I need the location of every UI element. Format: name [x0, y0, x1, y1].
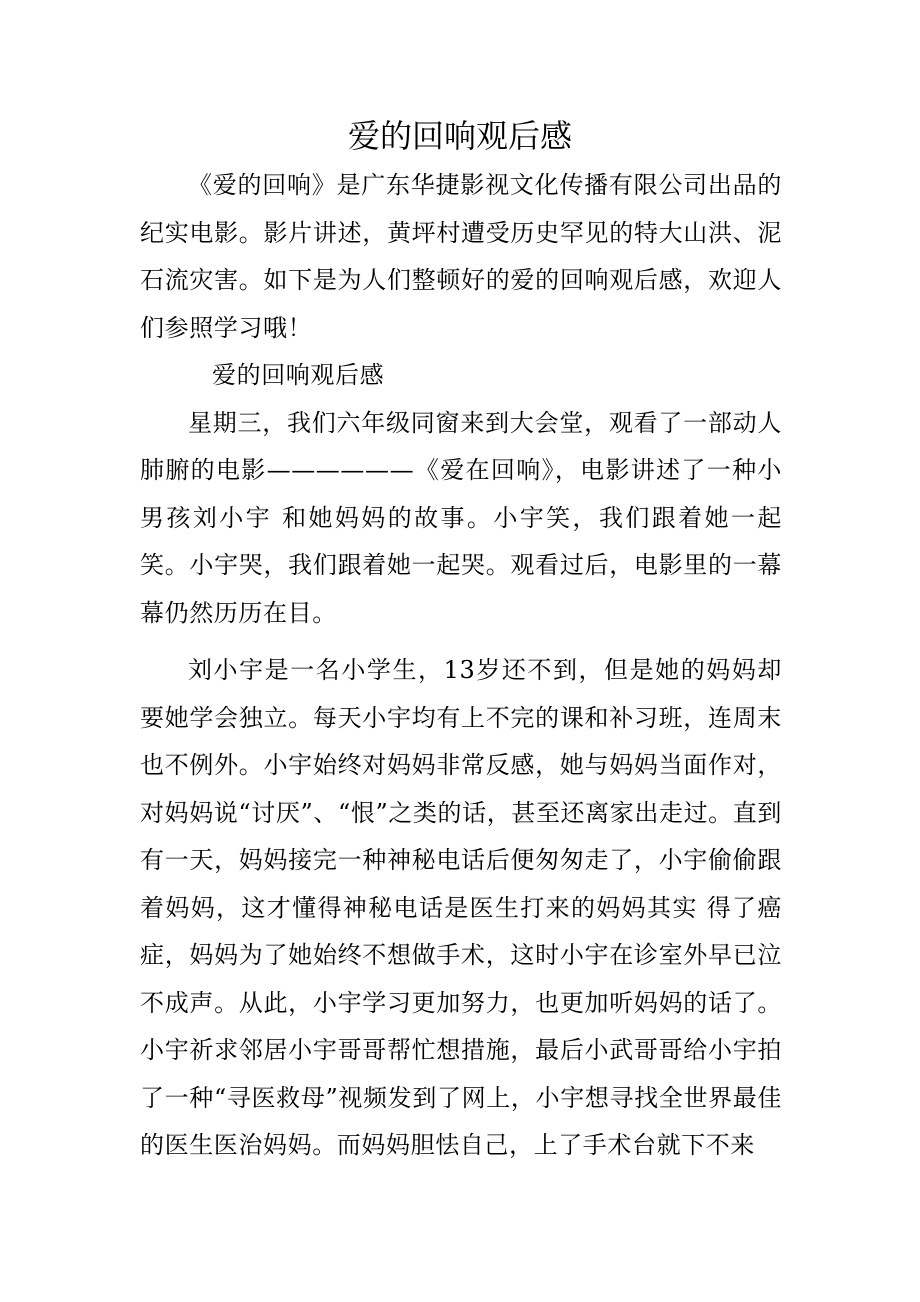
intro-paragraph: 《爱的回响》是广东华捷影视文化传播有限公司出品的纪实电影。影片讲述，黄坪村遭受历史罕见的特大山洪、泥石流灾害。如下是为人们整顿好的爱的回响观后感，欢迎人们参照学习哦！ — [140, 171, 782, 342]
body-paragraph-1: 星期三，我们六年级同窗来到大会堂，观看了一部动人肺腑的电影——————《爱在回响》，电影讲述了一种小男孩刘小宇 和她妈妈的故事。小宇笑，我们跟着她一起笑。小宇哭，我们跟着她一起哭。观看过后，电影里的一幕幕仍然历历在目。 — [140, 408, 782, 627]
document-body — [140, 162, 782, 1170]
page-title: 爱的回响观后感 — [347, 117, 572, 155]
body-paragraph-2: 刘小宇是一名小学生，13岁还不到，但是她的妈妈却要她学会独立。每天小宇均有上不完的课和补习班，连周末也不例外。小宇始终对妈妈非常反感，她与妈妈当面作对，对妈妈说“讨厌”、“恨”之类的话，甚至还离家出走过。直到有一天，妈妈接完一种神秘电话后便匆匆走了，小宇偷偷跟着妈妈，这才懂得神秘电话是医生打来的妈妈其实 得了癌症，妈妈为了她始终不想做手术，这时小宇在诊室外早已泣不成声。从此，小宇学习更加努力，也更加听妈妈的话了。小宇祈求邻居小宇哥哥帮忙想措施，最后小武哥哥给小宇拍了一种“寻医救母”视频发到了网上，小宇想寻找全世界最佳的医生医治妈妈。而妈妈胆怯自己，上了手术台就下不来 — [140, 656, 782, 1159]
section-subtitle: 爱的回响观后感 — [212, 361, 385, 389]
